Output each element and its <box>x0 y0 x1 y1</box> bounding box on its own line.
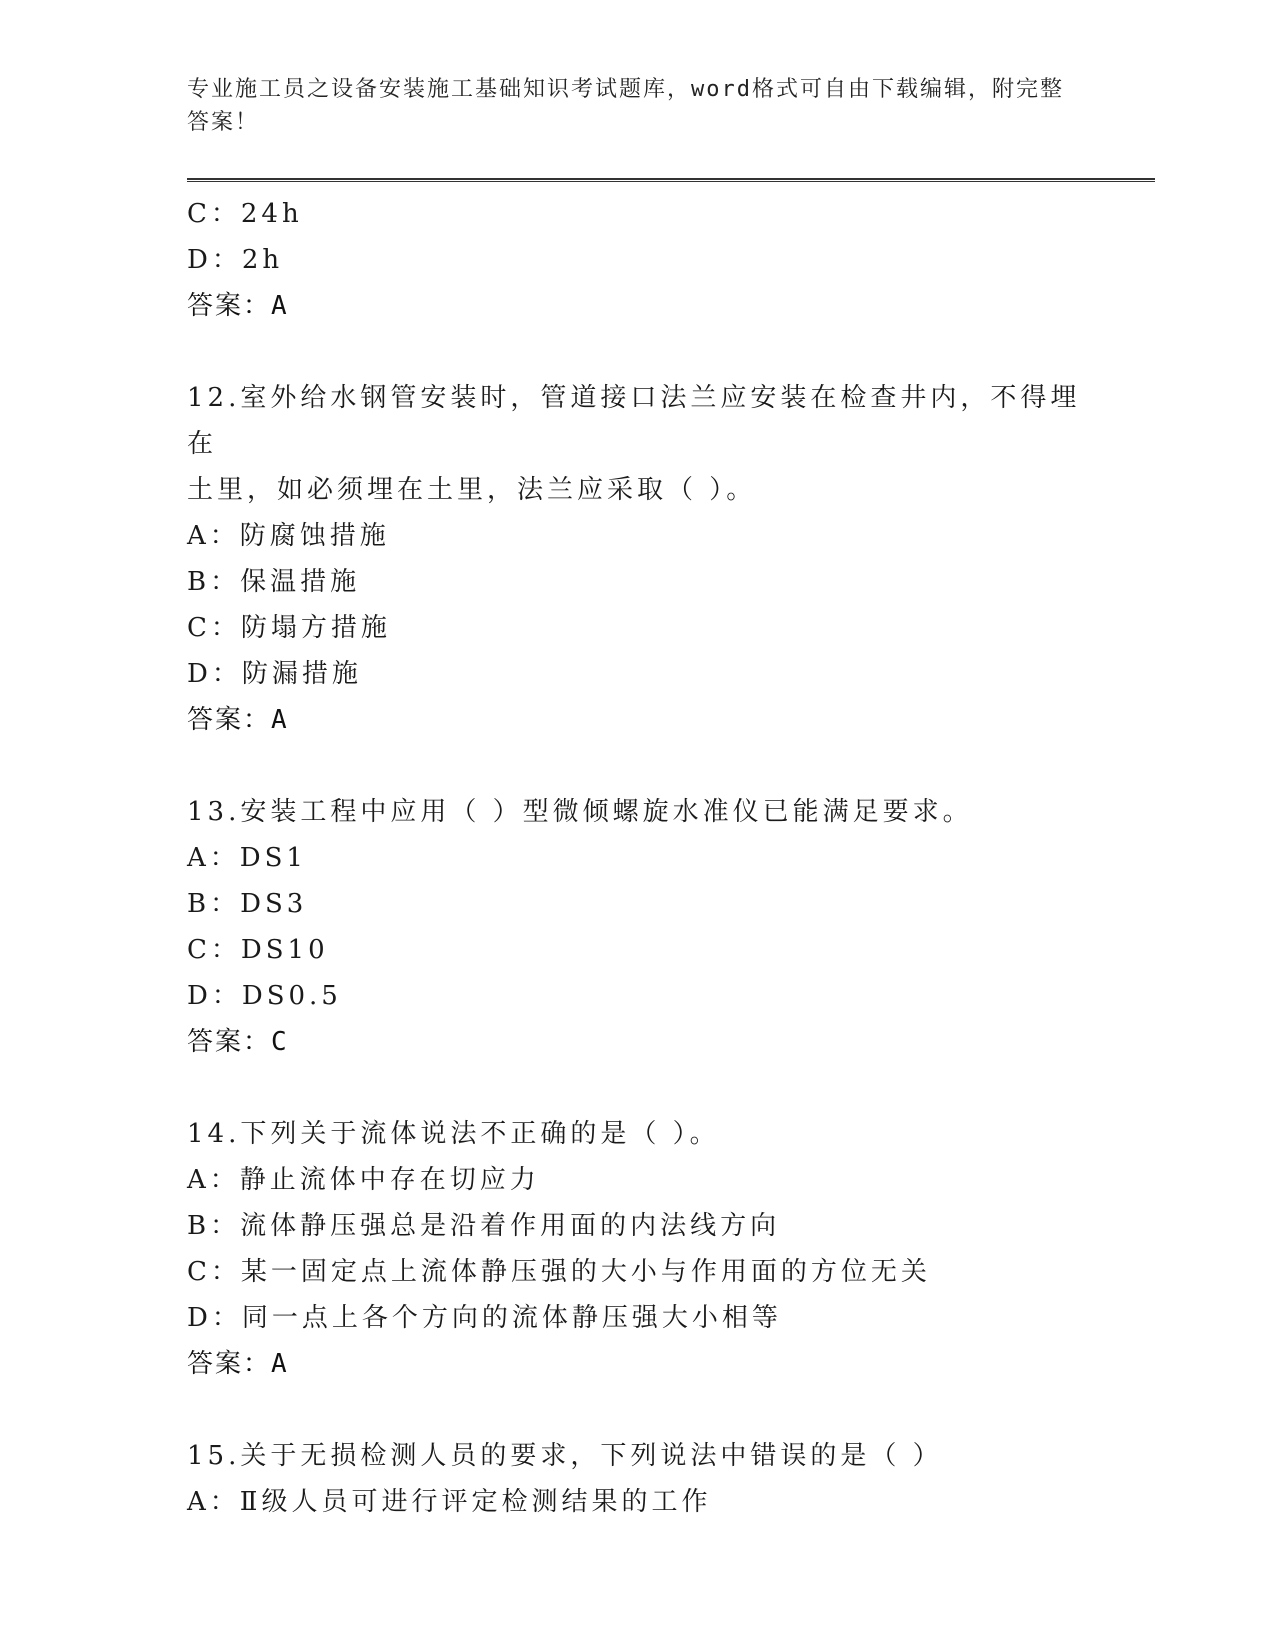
spacer <box>187 329 1107 375</box>
question-15 <box>187 1433 1107 1525</box>
answer-line <box>187 697 1107 743</box>
question-stem: 13.安装工程中应用（ ）型微倾螺旋水准仪已能满足要求。 <box>187 797 973 827</box>
option-d: D：2h <box>187 245 284 275</box>
option-c: C：24h <box>187 199 303 229</box>
option-b: B：保温措施 <box>187 567 361 597</box>
spacer <box>187 743 1107 789</box>
option-b: B：流体静压强总是沿着作用面的内法线方向 <box>187 1211 781 1241</box>
document-header <box>187 73 1067 139</box>
question-stem: 14.下列关于流体说法不正确的是（ ）。 <box>187 1119 720 1149</box>
option-a: A：防腐蚀措施 <box>187 521 390 551</box>
answer-value: A <box>271 291 289 321</box>
option-d: D：防漏措施 <box>187 659 362 689</box>
question-stem <box>187 375 1107 513</box>
option-c: C：防塌方措施 <box>187 613 391 643</box>
question-list <box>187 191 1107 1525</box>
option-b: B：DS3 <box>187 889 308 919</box>
option-a: A：Ⅱ级人员可进行评定检测结果的工作 <box>187 1487 712 1517</box>
option-a: A：DS1 <box>187 843 307 873</box>
question-stem: 15.关于无损检测人员的要求，下列说法中错误的是（ ） <box>187 1441 943 1471</box>
answer-line <box>187 1019 1107 1065</box>
question-14 <box>187 1111 1107 1387</box>
option-c: C：DS10 <box>187 935 329 965</box>
answer-value: A <box>271 1349 289 1379</box>
header-title: 专业施工员之设备安装施工基础知识考试题库，word格式可自由下载编辑，附完整答案！ <box>187 77 1064 135</box>
answer-label: 答案： <box>187 1349 272 1379</box>
option-d: D：同一点上各个方向的流体静压强大小相等 <box>187 1303 782 1333</box>
question-13 <box>187 789 1107 1065</box>
option-d: D：DS0.5 <box>187 981 342 1011</box>
spacer <box>187 1387 1107 1433</box>
answer-value: A <box>271 705 289 735</box>
spacer <box>187 1065 1107 1111</box>
option-c: C：某一固定点上流体静压强的大小与作用面的方位无关 <box>187 1257 931 1287</box>
answer-value: C <box>271 1027 289 1057</box>
question-stem-line: 土里，如必须埋在土里，法兰应采取（ ）。 <box>187 475 757 505</box>
header-divider <box>187 178 1155 182</box>
answer-label: 答案： <box>187 291 272 321</box>
question-12 <box>187 375 1107 743</box>
option-a: A：静止流体中存在切应力 <box>187 1165 540 1195</box>
answer-label: 答案： <box>187 705 272 735</box>
answer-label: 答案： <box>187 1027 272 1057</box>
question-stem-line: 12.室外给水钢管安装时，管道接口法兰应安装在检查井内，不得埋在 <box>187 383 1081 459</box>
answer-line <box>187 1341 1107 1387</box>
prev-question-block <box>187 191 1107 329</box>
answer-line <box>187 283 1107 329</box>
